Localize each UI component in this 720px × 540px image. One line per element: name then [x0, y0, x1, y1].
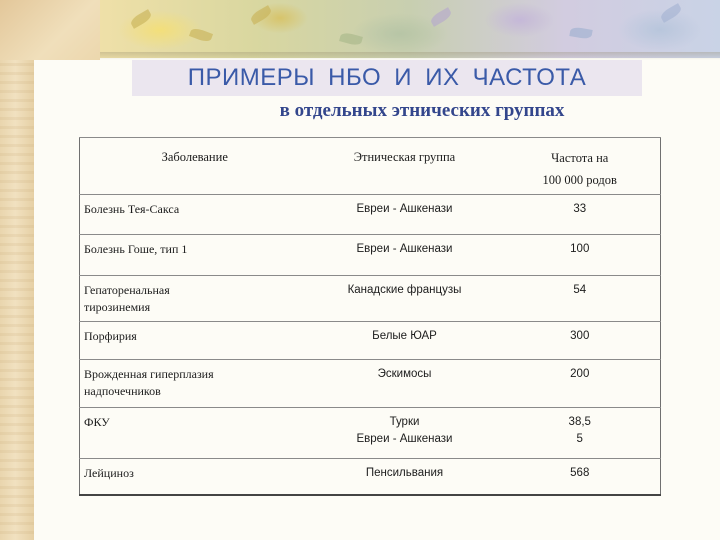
cell-group — [310, 322, 500, 360]
cell-text: 54 — [573, 284, 587, 296]
cell-text: Евреи - Ашкенази — [356, 433, 453, 445]
cell-disease — [80, 195, 310, 235]
table-row — [80, 459, 661, 495]
cell-disease — [80, 322, 310, 360]
floral-banner — [100, 0, 720, 58]
table-row — [80, 195, 661, 235]
left-decor-strip — [0, 0, 34, 540]
table-header-row — [80, 138, 661, 195]
cell-text: Порфирия — [84, 329, 137, 343]
cell-text: Канадские французы — [347, 284, 462, 296]
cell-text: Турки — [389, 416, 420, 428]
table-row — [80, 322, 661, 360]
cell-text: Эскимосы — [377, 368, 432, 380]
cell-group — [310, 408, 500, 459]
cell-disease — [80, 408, 310, 459]
table-row — [80, 408, 661, 459]
frequency-table — [79, 137, 661, 496]
cell-frequency — [500, 276, 661, 322]
cell-text: Болезнь Тея-Сакса — [84, 202, 180, 216]
cell-text: 200 — [570, 368, 590, 380]
cell-text: Евреи - Ашкенази — [356, 243, 453, 255]
cell-text: 100 — [570, 243, 590, 255]
table-row — [80, 360, 661, 408]
header-frequency-line1: Частота на — [551, 151, 609, 165]
header-frequency — [500, 138, 661, 195]
cell-group — [310, 360, 500, 408]
cell-text: 38,5 — [568, 416, 591, 428]
banner-shadow — [100, 52, 720, 60]
cell-group — [310, 195, 500, 235]
cell-text: Пенсильвания — [365, 467, 444, 479]
cell-frequency — [500, 459, 661, 495]
cell-text: 300 — [570, 330, 590, 342]
cell-text: Гепаторенальная — [84, 283, 170, 297]
cell-frequency — [500, 408, 661, 459]
page-title: ПРИМЕРЫ НБО И ИХ ЧАСТОТА — [187, 64, 587, 91]
cell-text: надпочечников — [84, 384, 161, 398]
cell-text: 33 — [573, 203, 587, 215]
cell-group — [310, 235, 500, 276]
cell-text: Врожденная гиперплазия — [84, 367, 214, 381]
cell-text: Белые ЮАР — [372, 330, 437, 342]
corner-decor — [0, 0, 100, 60]
table-row — [80, 235, 661, 276]
header-ethnic-group: Этническая группа — [310, 138, 500, 195]
cell-frequency — [500, 360, 661, 408]
cell-disease — [80, 360, 310, 408]
cell-text: ФКУ — [84, 415, 110, 429]
cell-group — [310, 276, 500, 322]
cell-disease — [80, 276, 310, 322]
page-subtitle: в отдельных этнических группах — [279, 100, 565, 121]
header-disease: Заболевание — [80, 138, 310, 195]
cell-frequency — [500, 195, 661, 235]
cell-text: Болезнь Гоше, тип 1 — [84, 242, 188, 256]
cell-disease — [80, 235, 310, 276]
cell-disease — [80, 459, 310, 495]
cell-text: 5 — [576, 433, 583, 445]
cell-frequency — [500, 322, 661, 360]
table-row — [80, 276, 661, 322]
cell-text: Лейциноз — [84, 466, 134, 480]
cell-text: тирозинемия — [84, 300, 151, 314]
cell-group — [310, 459, 500, 495]
header-frequency-line2: 100 000 родов — [542, 173, 617, 187]
cell-text: Евреи - Ашкенази — [356, 203, 453, 215]
cell-frequency — [500, 235, 661, 276]
cell-text: 568 — [570, 467, 590, 479]
